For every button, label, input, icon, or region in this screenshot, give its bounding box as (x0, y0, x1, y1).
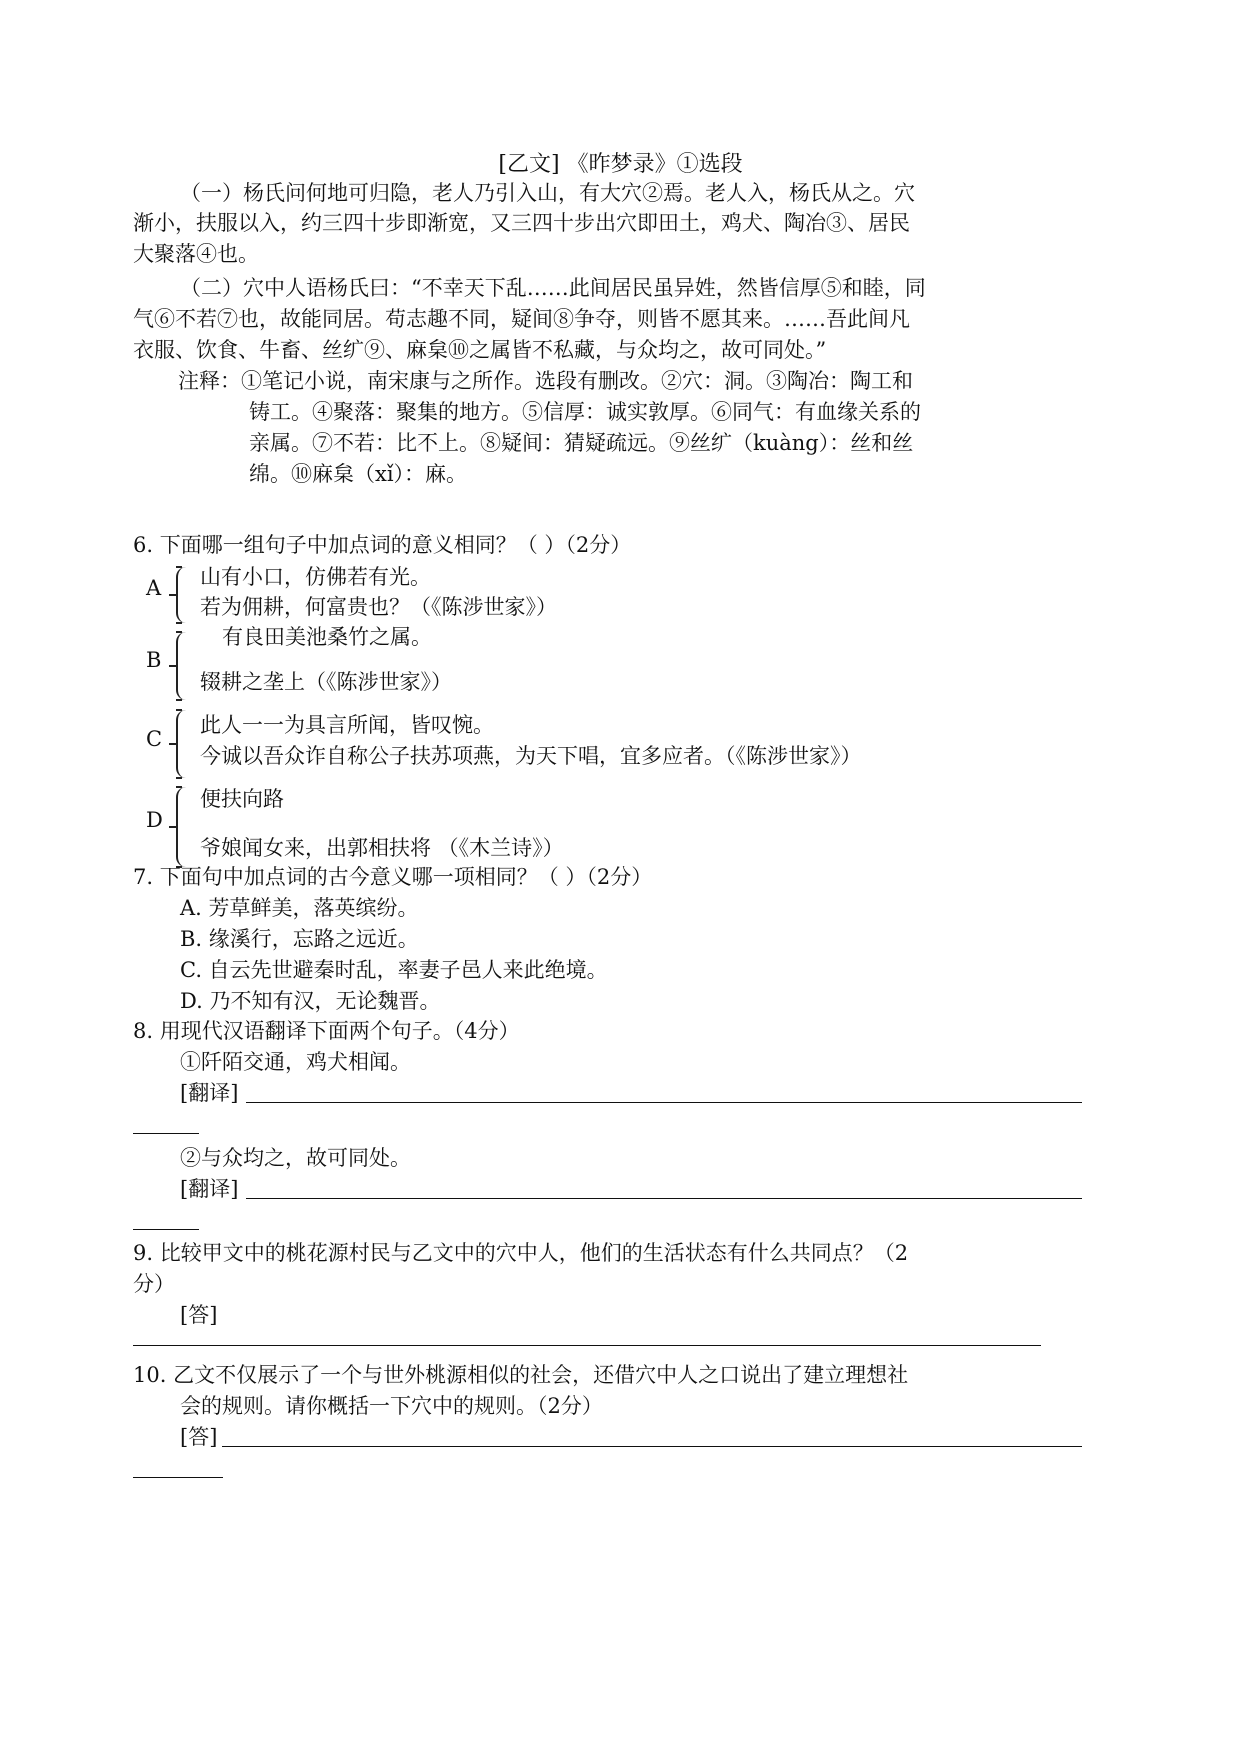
option-sentence: 若为佣耕，何富贵也？（《陈涉世家》） (200, 595, 557, 619)
brace-cusp (169, 665, 176, 667)
answer-line[interactable] (133, 1327, 1041, 1346)
notes-line: 注释：①笔记小说，南宋康与之所作。选段有删改。②穴：洞。③陶冶：陶工和 (178, 369, 913, 393)
q7-option: A. 芳草鲜美，落英缤纷。 (180, 896, 419, 920)
q6-stem: 6. 下面哪一组句子中加点词的意义相同？（ ）（2分） (133, 533, 632, 557)
q8-sentence: ①阡陌交通，鸡犬相闻。 (180, 1050, 411, 1074)
brace-icon (176, 567, 188, 623)
para1-line: 渐小，扶服以入，约三四十步即渐宽，又三四十步出穴即田土，鸡犬、陶冶③、居民 (133, 211, 910, 235)
notes-line: 铸工。④聚落：聚集的地方。⑤信厚：诚实敦厚。⑥同气：有血缘关系的 (249, 400, 921, 424)
q7-stem: 7. 下面句中加点词的古今意义哪一项相同？（ ）（2分） (133, 865, 653, 889)
brace-icon (176, 787, 188, 867)
option-label: C (146, 727, 163, 751)
answer-line[interactable] (222, 1428, 1082, 1447)
notes-line: 亲属。⑦不若：比不上。⑧疑间：猜疑疏远。⑨丝纩（kuàng）：丝和丝 (249, 431, 914, 455)
q7-option: D. 乃不知有汉，无论魏晋。 (180, 989, 441, 1013)
translate-answer-line[interactable] (133, 1115, 199, 1134)
brace-cusp (169, 594, 176, 596)
notes-line: 绵。⑩麻枲（xǐ）：麻。 (249, 462, 468, 486)
option-label: A (146, 576, 162, 600)
para1-line: 大聚落④也。 (133, 242, 259, 266)
q8-sentence: ②与众均之，故可同处。 (180, 1146, 411, 1170)
brace-cusp (169, 826, 176, 828)
answer-line[interactable] (133, 1459, 223, 1478)
option-sentence: 爷娘闻女来，出郭相扶将 （《木兰诗》） (200, 836, 564, 860)
para2-line: 气⑥不若⑦也，故能同居。苟志趣不同，疑间⑧争夺，则皆不愿其来。……吾此间凡 (133, 307, 910, 331)
para2-line: （二）穴中人语杨氏曰：“不幸天下乱……此间居民虽异姓，然皆信厚⑤和睦，同 (180, 276, 926, 300)
q9-stem: 分） (133, 1272, 175, 1296)
answer-label: [答] (180, 1303, 218, 1327)
para1-line: （一）杨氏问何地可归隐，老人乃引入山，有大穴②焉。老人入，杨氏从之。穴 (180, 181, 915, 205)
q10-stem: 10. 乙文不仅展示了一个与世外桃源相似的社会，还借穴中人之口说出了建立理想社 (133, 1363, 909, 1387)
option-sentence: 便扶向路 (200, 787, 284, 811)
q9-stem: 9. 比较甲文中的桃花源村民与乙文中的穴中人，他们的生活状态有什么共同点？（2 (133, 1241, 909, 1265)
translate-label: [翻译] (180, 1177, 239, 1201)
option-label: D (146, 808, 163, 832)
answer-label: [答] (180, 1425, 218, 1449)
q7-option: C. 自云先世避秦时乱，率妻子邑人来此绝境。 (180, 958, 608, 982)
option-label: B (146, 648, 162, 672)
q7-option: B. 缘溪行，忘路之远近。 (180, 927, 419, 951)
translate-answer-line[interactable] (246, 1084, 1082, 1103)
translate-label: [翻译] (180, 1081, 239, 1105)
option-sentence: 此人一一为具言所闻，皆叹惋。 (200, 713, 494, 737)
para2-line: 衣服、饮食、牛畜、丝纩⑨、麻枲⑩之属皆不私藏，与众均之，故可同处。” (133, 338, 827, 362)
brace-cusp (169, 743, 176, 745)
translate-answer-line[interactable] (133, 1211, 199, 1230)
option-sentence: 有良田美池桑竹之属。 (222, 625, 432, 649)
brace-icon (176, 710, 188, 778)
option-sentence: 山有小口，仿佛若有光。 (200, 565, 431, 589)
option-sentence: 今诚以吾众诈自称公子扶苏项燕，为天下唱，宜多应者。（《陈涉世家》） (200, 744, 862, 768)
brace-icon (176, 632, 188, 700)
translate-answer-line[interactable] (246, 1180, 1082, 1199)
q10-stem: 会的规则。请你概括一下穴中的规则。（2分） (180, 1394, 603, 1418)
q8-stem: 8. 用现代汉语翻译下面两个句子。（4分） (133, 1019, 520, 1043)
passage-title: [乙文] 《昨梦录》①选段 (498, 152, 743, 177)
option-sentence: 辍耕之垄上（《陈涉世家》） (200, 670, 452, 694)
